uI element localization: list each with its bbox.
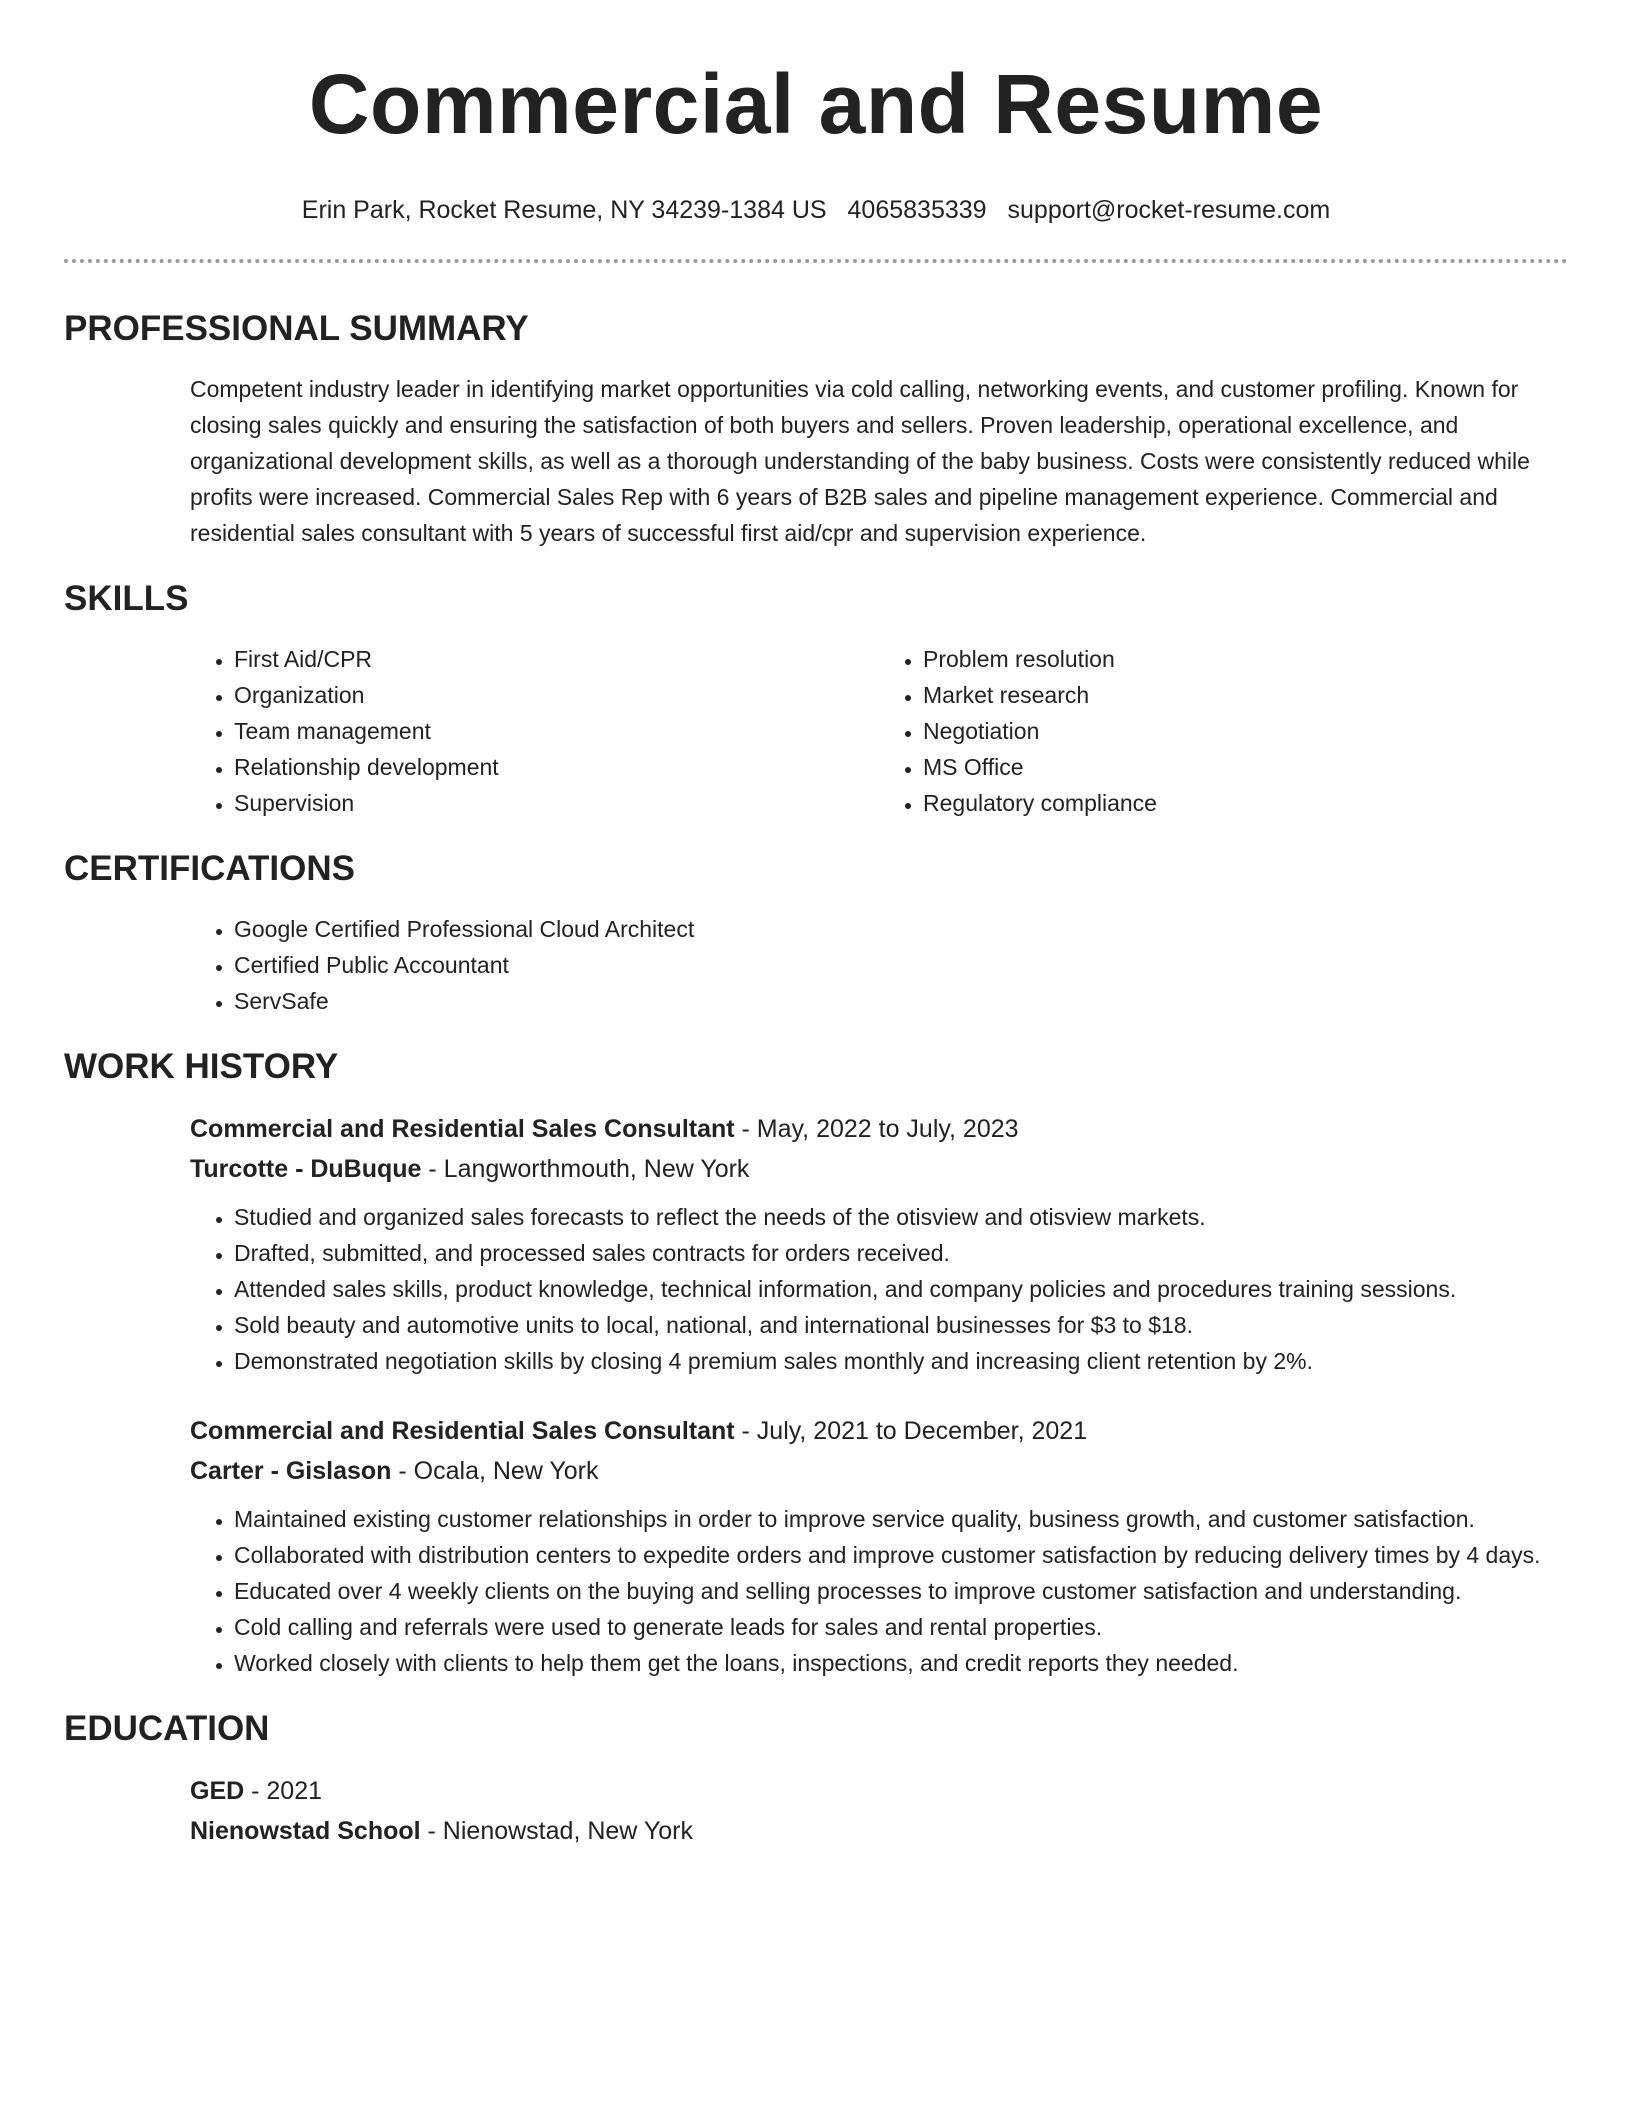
education-section	[64, 1709, 1568, 1851]
header-divider	[64, 259, 1568, 263]
job-bullet: • Cold calling and referrals were used to generate leads for sales and rental properties.	[234, 1609, 1568, 1645]
job-bullet: • Studied and organized sales forecasts to reflect the needs of the otisview and otisview markets.	[234, 1199, 1568, 1235]
certification-item: • ServSafe	[234, 983, 1568, 1019]
certifications-heading: CERTIFICATIONS	[64, 849, 356, 888]
skill-item: • Market research	[923, 677, 1568, 713]
certifications-section	[64, 849, 1568, 1019]
job-role: Commercial and Residential Sales Consultant	[190, 1417, 735, 1445]
education-location: - Nienowstad, New York	[420, 1817, 693, 1845]
certifications-block	[190, 911, 1568, 1019]
job-location: - Langworthmouth, New York	[421, 1155, 750, 1183]
skill-item: • Negotiation	[923, 713, 1568, 749]
certifications-list	[190, 911, 1568, 1019]
job-company-line	[190, 1149, 1568, 1189]
job-bullet: • Collaborated with distribution centers to expedite orders and improve customer satisfaction by reducing delivery times by 4 days.	[234, 1537, 1568, 1573]
skill-item: • Organization	[234, 677, 879, 713]
skill-item: • MS Office	[923, 749, 1568, 785]
contact-line	[64, 194, 1568, 226]
job-bullet: • Attended sales skills, product knowledge, technical information, and company policies and procedures training sessions.	[234, 1271, 1568, 1307]
skills-grid	[190, 641, 1568, 821]
job-bullets	[190, 1501, 1568, 1681]
skill-item: • First Aid/CPR	[234, 641, 879, 677]
education-entry	[190, 1771, 1568, 1851]
skill-item: • Supervision	[234, 785, 879, 821]
summary-heading: PROFESSIONAL SUMMARY	[64, 309, 529, 348]
skill-item: • Regulatory compliance	[923, 785, 1568, 821]
job-company-line	[190, 1451, 1568, 1491]
skills-list-left	[190, 641, 879, 821]
resume-header	[64, 0, 1568, 226]
summary-text: Competent industry leader in identifying market opportunities via cold calling, networking events, and customer profiling. Known for closing sales quickly and ensuring the satisfaction of both buyers and sellers. Proven leadership, operational excellence, and organizational development skills, as well as a thorough understanding of the baby business. Costs were consistently reduced while profits were increased. Commercial Sales Rep with 6 years of B2B sales and pipeline management experience. Commercial and residential sales consultant with 5 years of successful first aid/cpr and supervision experience.	[190, 376, 1530, 546]
education-school-line	[190, 1811, 1568, 1851]
job-bullet: • Drafted, submitted, and processed sales contracts for orders received.	[234, 1235, 1568, 1271]
work-history-heading: WORK HISTORY	[64, 1047, 339, 1086]
job-dates: - July, 2021 to December, 2021	[734, 1417, 1088, 1445]
contact-address: Erin Park, Rocket Resume, NY 34239-1384 US	[301, 196, 827, 224]
job-role: Commercial and Residential Sales Consultant	[190, 1115, 735, 1143]
job-bullet: • Educated over 4 weekly clients on the buying and selling processes to improve customer satisfaction and understanding.	[234, 1573, 1568, 1609]
skill-item: • Problem resolution	[923, 641, 1568, 677]
certification-item: • Certified Public Accountant	[234, 947, 1568, 983]
job-role-line	[190, 1411, 1568, 1451]
work-history-section	[64, 1047, 1568, 1681]
job-bullets	[190, 1199, 1568, 1379]
job-role-line	[190, 1109, 1568, 1149]
job-bullet: • Worked closely with clients to help them get the loans, inspections, and credit reports they needed.	[234, 1645, 1568, 1681]
education-heading: EDUCATION	[64, 1709, 270, 1748]
skills-section	[64, 579, 1568, 821]
education-degree: GED	[190, 1777, 245, 1805]
job-company: Carter - Gislason	[190, 1457, 392, 1485]
job-entry	[190, 1109, 1568, 1379]
job-location: - Ocala, New York	[391, 1457, 599, 1485]
resume-title: Commercial and Resume	[308, 57, 1324, 151]
job-entry	[190, 1411, 1568, 1681]
skill-item: • Relationship development	[234, 749, 879, 785]
job-company: Turcotte - DuBuque	[190, 1155, 422, 1183]
job-bullet: • Maintained existing customer relationships in order to improve service quality, business growth, and customer satisfaction.	[234, 1501, 1568, 1537]
job-bullet: • Demonstrated negotiation skills by closing 4 premium sales monthly and increasing client retention by 2%.	[234, 1343, 1568, 1379]
contact-email: support@rocket-resume.com	[1007, 196, 1331, 224]
skills-list-right	[879, 641, 1568, 821]
education-degree-line	[190, 1771, 1568, 1811]
education-school: Nienowstad School	[190, 1817, 421, 1845]
education-year: - 2021	[244, 1777, 323, 1805]
job-bullet: • Sold beauty and automotive units to local, national, and international businesses for $3 to $18.	[234, 1307, 1568, 1343]
skill-item: • Team management	[234, 713, 879, 749]
certification-item: • Google Certified Professional Cloud Architect	[234, 911, 1568, 947]
skills-heading: SKILLS	[64, 579, 189, 618]
contact-phone: 4065835339	[847, 196, 987, 224]
summary-section	[64, 309, 1568, 551]
job-dates: - May, 2022 to July, 2023	[734, 1115, 1019, 1143]
